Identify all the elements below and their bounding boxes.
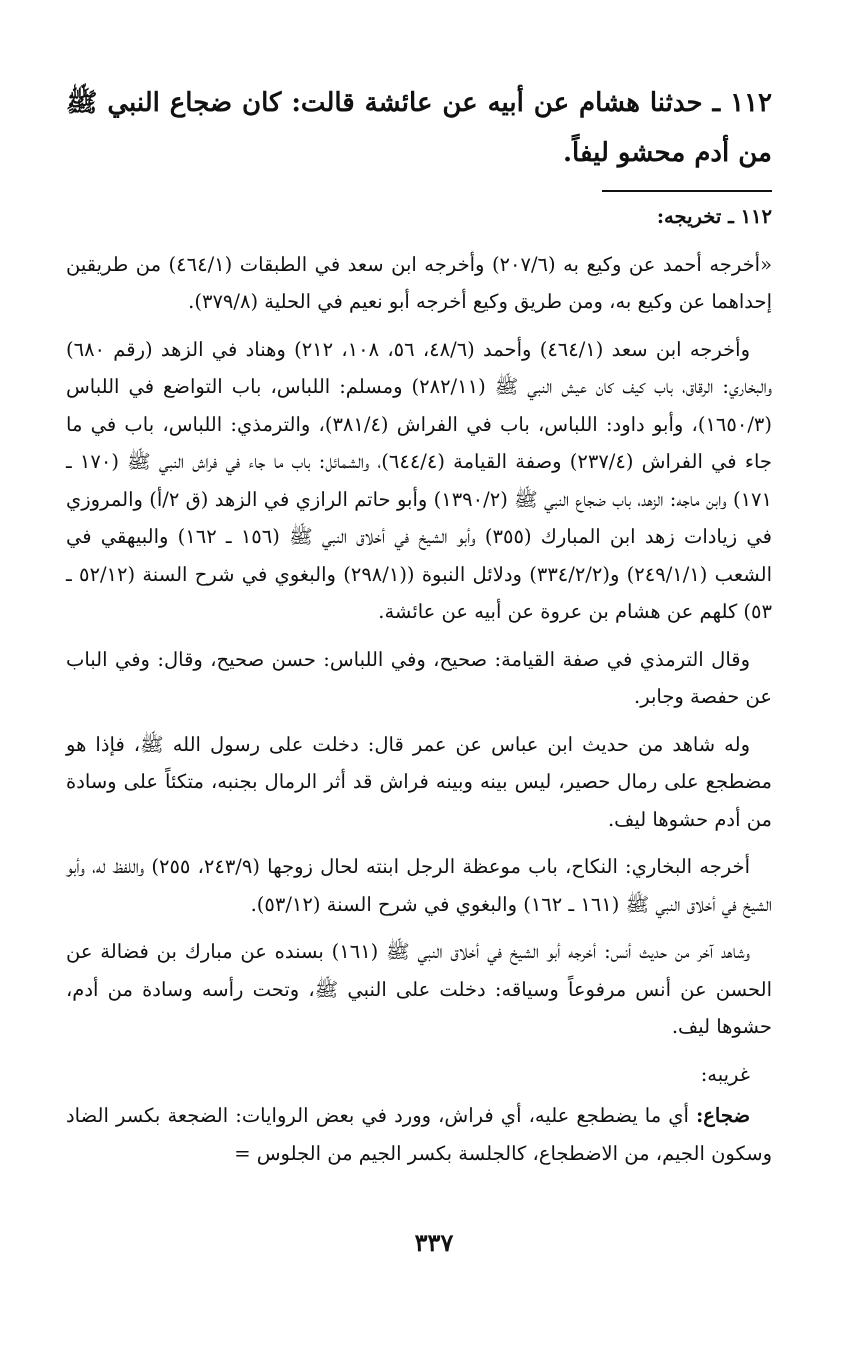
footnote-divider <box>602 190 772 192</box>
footnote-paragraph: أخرجه البخاري: النكاح، باب موعظة الرجل ابنته لحال زوجها (٢٤٣/٩، ٢٥٥) واللفظ له، وأبو الشيخ في أخلاق النبي ﷺ (١٦١ ـ ١٦٢) والبغوي في شرح السنة (٥٣/١٢). <box>66 855 772 916</box>
footnote-paragraph: وله شاهد من حديث ابن عباس عن عمر قال: دخلت على رسول الله ﷺ، فإذا هو مضطجع على رمال حصير، ليس بينه وبينه فراش قد أثر الرمال بجنبه، متكئاً على وسادة من أدم حشوها ليف. <box>66 732 772 831</box>
hadith-text: ١١٢ ـ حدثنا هشام عن أبيه عن عائشة قالت: كان ضجاع النبي ﷺ من أدم محشو ليفاً. <box>66 88 772 168</box>
gharib-term: ضجاع: <box>696 1104 750 1127</box>
gharib-definition: أي ما يضطجع عليه، أي فراش، وورد في بعض الروايات: الضجعة بكسر الضاد وسكون الجيم، من الاضطجاع، كالجلسة بكسر الجيم من الجلوس = <box>66 1104 772 1165</box>
page-body <box>66 78 772 1182</box>
footnote-paragraph: وأخرجه ابن سعد (٤٦٤/١) وأحمد (٤٨/٦، ٥٦، ١٠٨، ٢١٢) وهناد في الزهد (رقم ٦٨٠) والبخاري: الرقاق، باب كيف كان عيش النبي ﷺ (٢٨٢/١١) ومسلم: اللباس، باب التواضع في اللباس (١٦٥٠/٣)، وأبو داود: اللباس، باب في الفراش (٣٨١/٤)، والترمذي: اللباس، باب في ما جاء في الفراش (٢٣٧/٤) وصفة القيامة (٦٤٤/٤)، والشمائل: باب ما جاء في فراش النبي ﷺ (١٧٠ ـ ١٧١) وابن ماجه: الزهد، باب ضجاع النبي ﷺ (١٣٩٠/٢) وأبو حاتم الرازي في الزهد (ق ٢/أ) والمروزي في زيادات زهد ابن المبارك (٣٥٥) وأبو الشيخ في أخلاق النبي ﷺ (١٥٦ ـ ١٦٢) والبيهقي في الشعب (٢٤٩/١/١) و(٣٣٤/٢/٢) ودلائل النبوة ((٢٩٨/١) والبغوي في شرح السنة (٥٢/١٢ ـ ٥٣) كلهم عن هشام بن عروة عن أبيه عن عائشة. <box>66 337 772 623</box>
gharib-heading: غريبه: <box>700 1062 750 1086</box>
gharib-paragraph <box>66 1097 772 1172</box>
footnote-paragraph: «أخرجه أحمد عن وكيع به (٢٠٧/٦) وأخرجه ابن سعد في الطبقات (٤٦٤/١) من طريقين إحداهما عن وكيع به، ومن طريق وكيع أخرجه أبو نعيم في الحلية (٣٧٩/٨). <box>66 252 773 313</box>
takhrij-heading: ١١٢ ـ تخريجه: <box>656 205 772 228</box>
footnotes <box>66 198 772 1172</box>
footnote-paragraph: وشاهد آخر من حديث أنس: أخرجه أبو الشيخ في أخلاق النبي ﷺ (١٦١) بسنده عن مبارك بن فضالة عن الحسن عن أنس مرفوعاً وسياقه: دخلت على النبي ﷺ، وتحت رأسه وسادة من أدم، حشوها ليف. <box>66 940 772 1038</box>
page-number: ٣٣٧ <box>414 1228 454 1257</box>
footnote-paragraph: وقال الترمذي في صفة القيامة: صحيح، وفي اللباس: حسن صحيح، وقال: وفي الباب عن حفصة وجابر. <box>66 647 772 708</box>
